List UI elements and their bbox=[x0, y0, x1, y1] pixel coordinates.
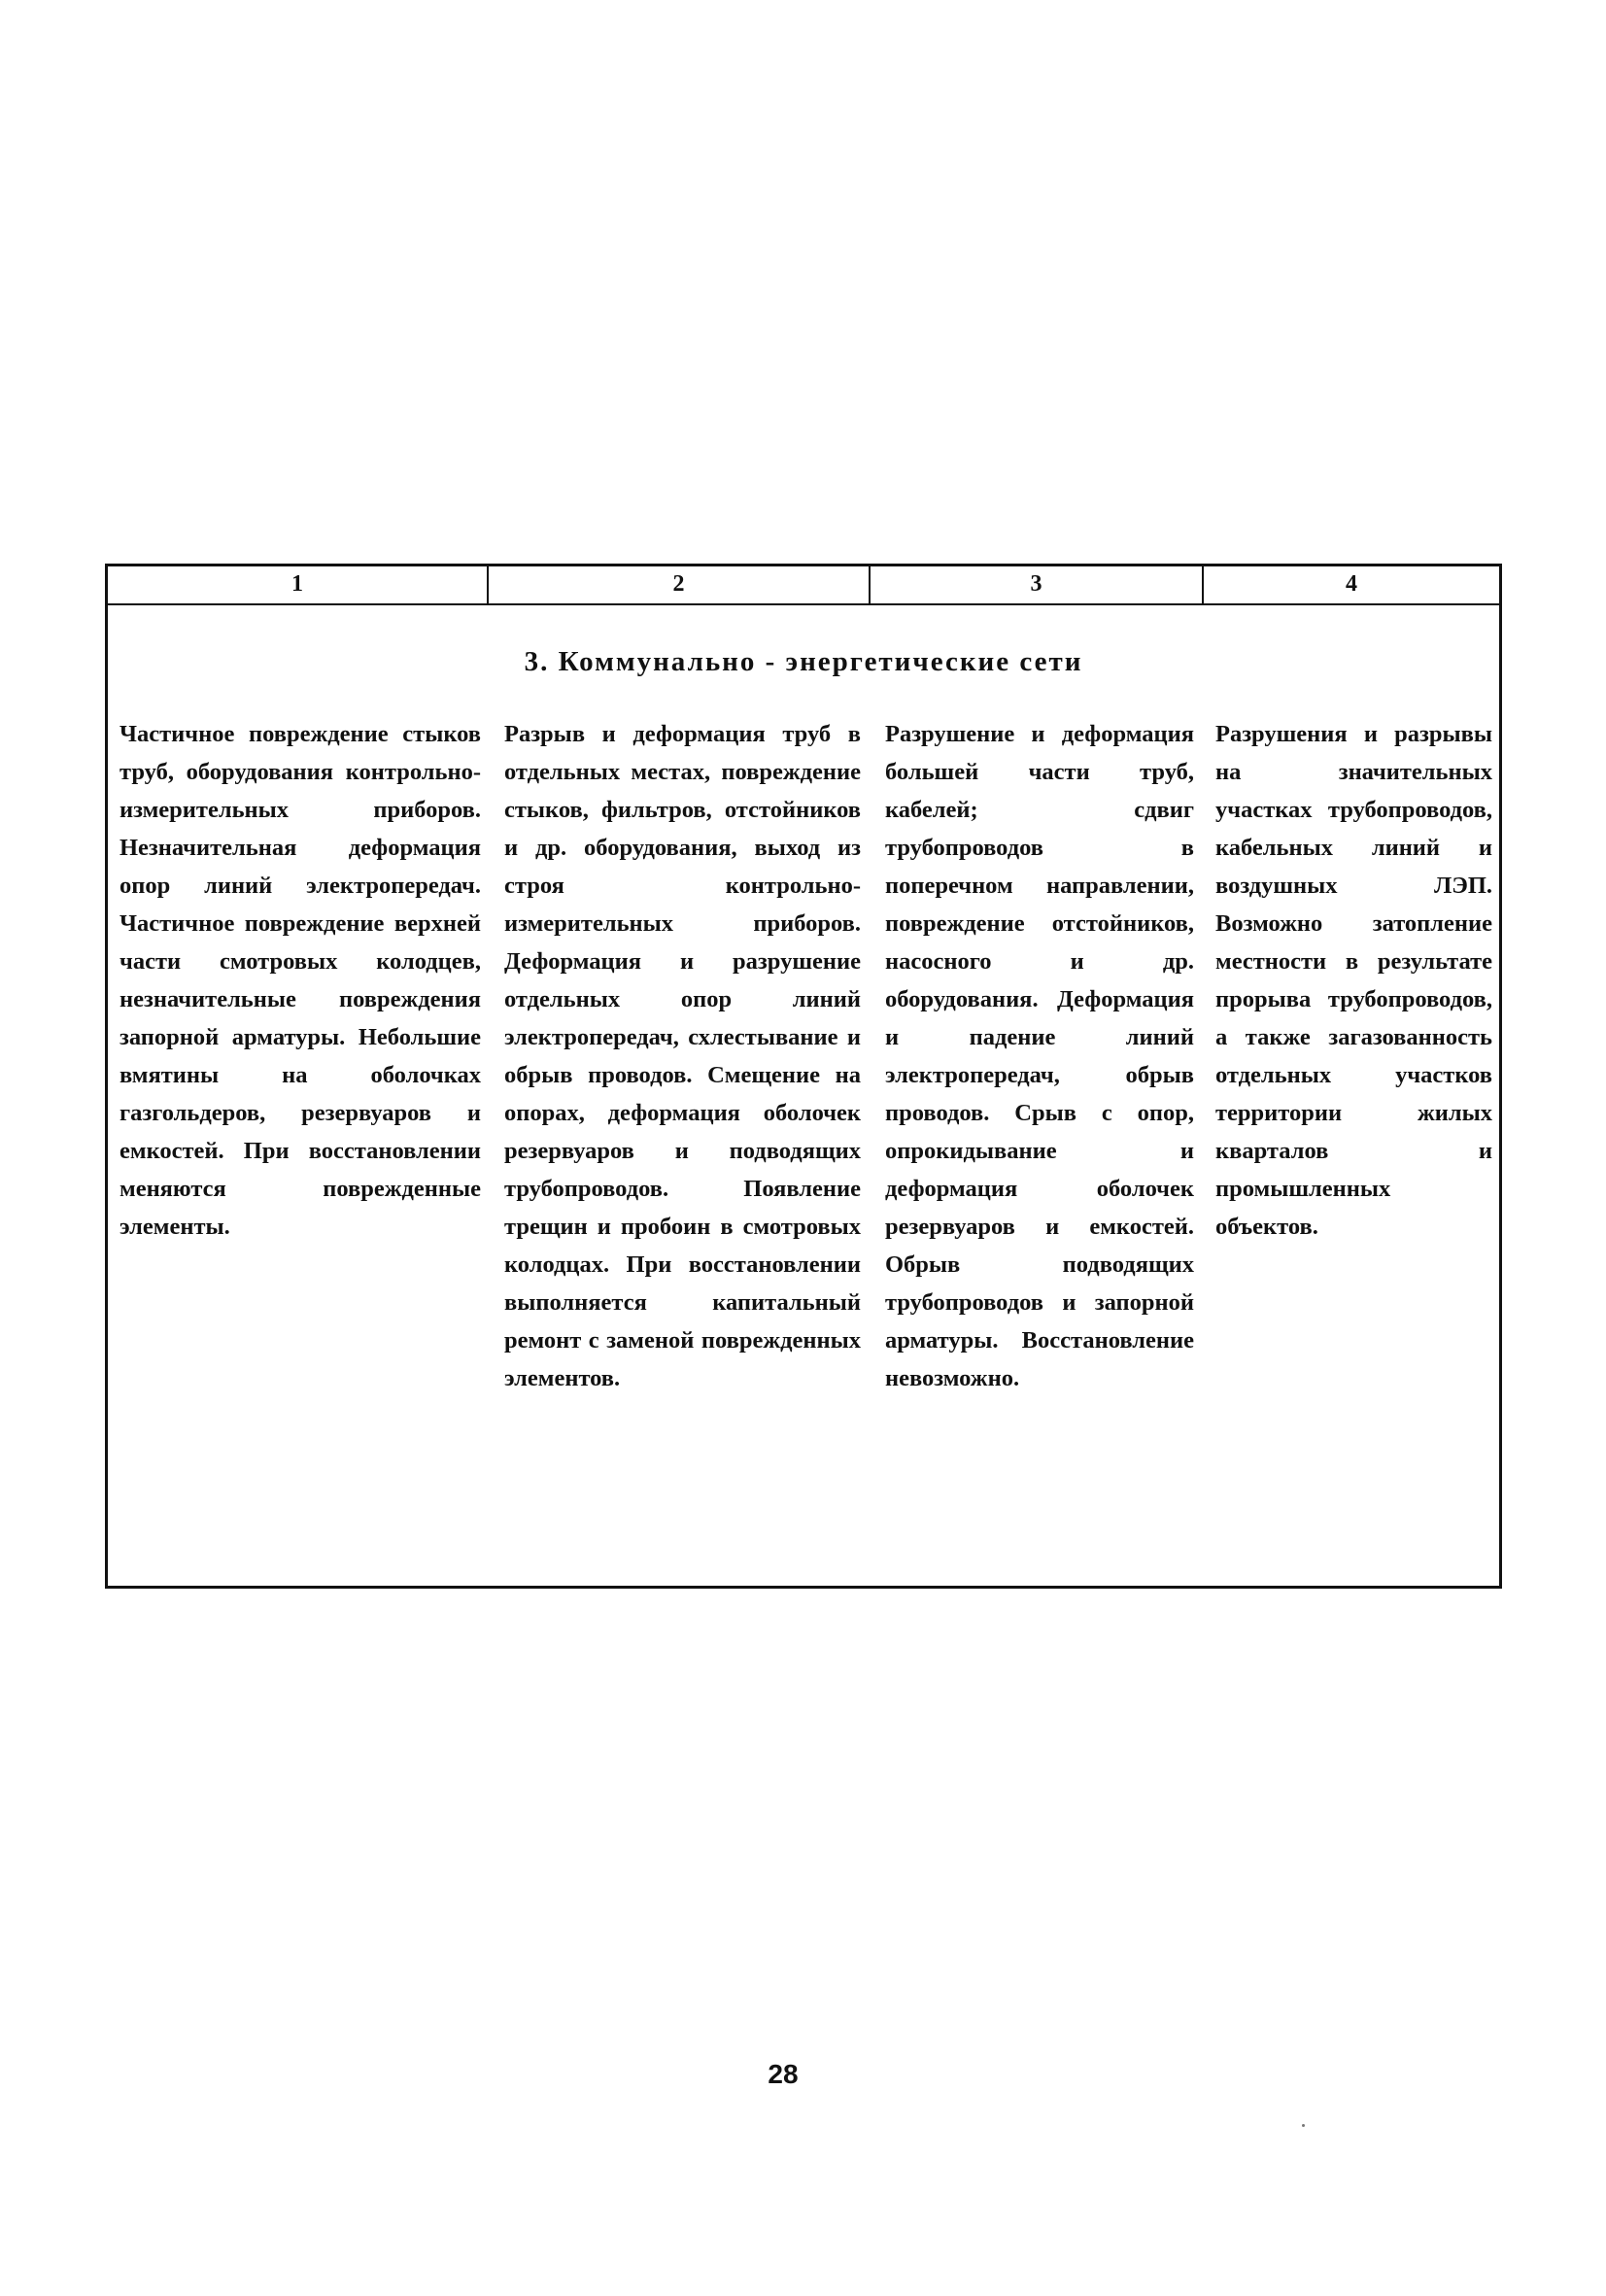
table-cell-medium-damage: Разрыв и деформация труб в отдельных местах, повреждение стыков, фильтров, отстойников и др. оборудования, выход из строя контрольно-измерительных приборов. Деформация и разрушение отдельных опор линий электропередач, схлестывание и обрыв проводов. Смещение на опорах, деформация оболочек резервуаров и подводящих трубопроводов. Появление трещин и пробоин в смотровых колодцах. При восстановлении выполняется капитальный ремонт с заменой поврежденных элементов. bbox=[504, 721, 861, 1391]
table-cell-weak-damage: Частичное повреждение стыков труб, оборудования контрольно-измерительных приборов. Незначительная деформация опор линий электропередач. Частичное повреждение верхней части смотровых колодцев, незначительные повреждения запорной арматуры. Небольшие вмятины на оболочках газгольдеров, резервуаров и емкостей. При восстановлении меняются поврежденные элементы. bbox=[120, 721, 481, 1240]
section-title: 3. Коммунально - энергетические сети bbox=[524, 646, 1083, 677]
column-header-4: 4 bbox=[1346, 571, 1357, 597]
table-header-row bbox=[108, 566, 1499, 605]
column-header-3: 3 bbox=[871, 566, 1204, 603]
damage-table bbox=[105, 564, 1502, 1589]
column-header-2: 2 bbox=[489, 566, 871, 603]
page-number: 28 bbox=[768, 2059, 799, 2089]
table-cell-full-destruction: Разрушения и разрывы на значительных участках трубопроводов, кабельных линий и воздушных ЛЭП. Возможно затопление местности в результате прорыва трубопроводов, а также загазованность отдельных участков территории жилых кварталов и промышленных объектов. bbox=[1215, 721, 1492, 1240]
scan-speck bbox=[1302, 2124, 1305, 2127]
table-cell-strong-damage: Разрушение и деформация большей части труб, кабелей; сдвиг трубопроводов в поперечном направлении, повреждение отстойников, насосного и др. оборудования. Деформация и падение линий электропередач, обрыв проводов. Срыв с опор, опрокидывание и деформация оболочек резервуаров и емкостей. Обрыв подводящих трубопроводов и запорной арматуры. Восстановление невозможно. bbox=[885, 721, 1194, 1391]
column-header-1: 1 bbox=[108, 566, 489, 603]
